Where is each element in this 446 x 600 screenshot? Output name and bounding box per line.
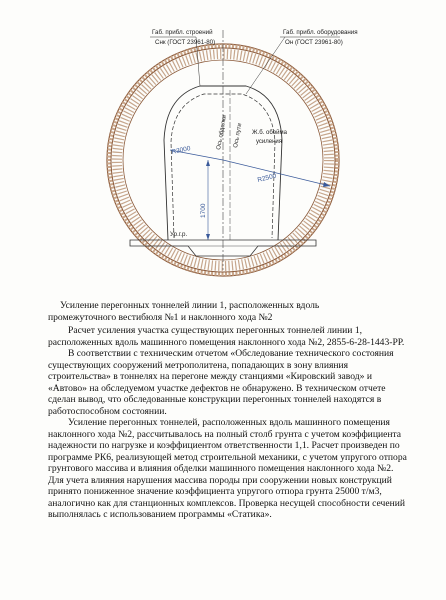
label-structure-clearance-1: Габ. прибл. строений xyxy=(152,29,213,36)
paragraph-2: В соответствии с техническим отчетом «Обследование технического состояния существующих сооружений метрополитена, попадающих в зону влияния строительства» в тоннелях на перегоне между станциями «Кировский завод» и «Автово» на обследуемом участке дефектов не обнаружено. В техническом отчете сделан вывод, что обследованные конструкции перегонных тоннелей находятся в работоспособном состоянии. xyxy=(48,348,394,417)
label-rail-level: Ур.г.р. xyxy=(170,231,188,238)
radius-line-outer xyxy=(223,160,330,186)
label-equipment-clearance-2: Он (ГОСТ 23961-80) xyxy=(285,39,343,46)
height-arrow-bottom xyxy=(206,234,210,240)
leader-equipment-down xyxy=(246,37,285,94)
paragraph-3: Усиление перегонных тоннелей, расположенных вдоль машинного помещения наклонного хода №2, рассчитывалось на полный столб грунта с учетом коэффициента надежности по нагрузке и коэффициентом ответственности 1,1. Расчет произведен по программе РК6, реализующей метод строительной механики, с учетом упругого отпора грунтового массива и влияния обделки машинного помещения наклонного хода №2. Для учета влияния нарушения массива породы при сооружении новых конструкций принято пониженное значение коэффициента упругого отпора грунта 25000 т/м3, аналогично как для станционных комплексов. Проверка несущей способности сечений выполнялась с использованием программы «Статика». xyxy=(48,417,407,520)
title-line-1: Усиление перегонных тоннелей линии 1, расположенных вдоль xyxy=(60,300,320,311)
label-tunnel-axis: Ось обделки xyxy=(216,114,229,151)
paragraph-1: Расчет усиления участка существующих перегонных тоннелей линии 1, расположенных вдоль машинного помещения наклонного хода №2, 2855-6-28-1443-РР. xyxy=(48,325,405,348)
height-arrow-top xyxy=(206,160,210,166)
label-equipment-clearance-1: Габ. прибл. оборудования xyxy=(283,29,358,36)
document-text xyxy=(48,300,410,521)
label-lining-1: Ж.б. обойма xyxy=(252,130,287,136)
document-title xyxy=(48,300,410,323)
label-track-axis: Ось пути xyxy=(233,122,244,149)
label-lining-2: усиления xyxy=(256,139,283,145)
label-radius-outer: R2500 xyxy=(256,172,278,184)
label-structure-clearance-2: Снк (ГОСТ 23961-80) xyxy=(155,39,216,46)
label-height: 1700 xyxy=(200,203,207,218)
title-line-2: промежуточного вестибюля №1 и наклонного хода №2 xyxy=(48,311,273,323)
label-radius-inner: R3000 xyxy=(170,145,192,156)
